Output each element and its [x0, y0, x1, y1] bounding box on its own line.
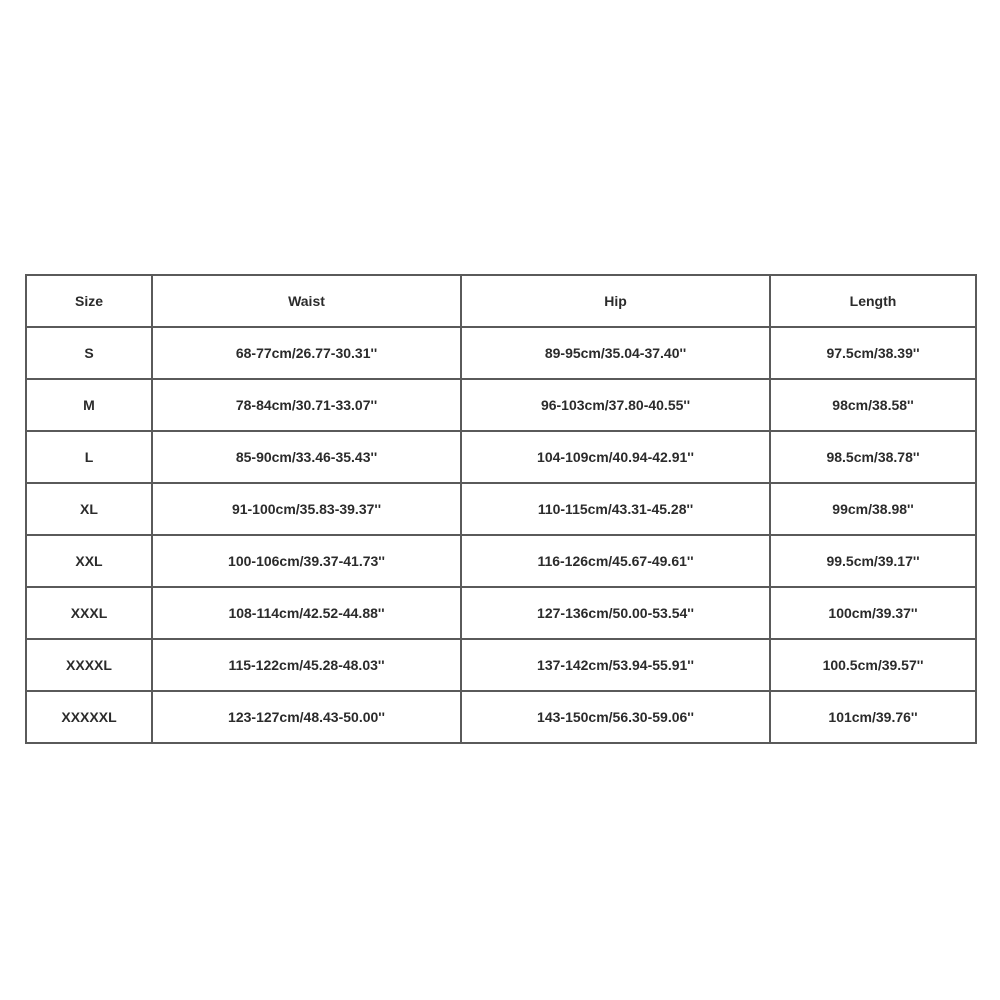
cell-length: 97.5cm/38.39'' [770, 327, 976, 379]
cell-length: 100cm/39.37'' [770, 587, 976, 639]
cell-size: XL [26, 483, 152, 535]
cell-size: M [26, 379, 152, 431]
cell-hip: 89-95cm/35.04-37.40'' [461, 327, 770, 379]
table-row [26, 431, 976, 483]
table-row [26, 379, 976, 431]
header-waist: Waist [152, 275, 461, 327]
cell-size: L [26, 431, 152, 483]
header-length: Length [770, 275, 976, 327]
table-row [26, 691, 976, 743]
cell-hip: 127-136cm/50.00-53.54'' [461, 587, 770, 639]
header-hip: Hip [461, 275, 770, 327]
table-row [26, 483, 976, 535]
table-row [26, 327, 976, 379]
cell-length: 98cm/38.58'' [770, 379, 976, 431]
cell-size: XXXXXL [26, 691, 152, 743]
header-size: Size [26, 275, 152, 327]
table-row [26, 587, 976, 639]
cell-hip: 116-126cm/45.67-49.61'' [461, 535, 770, 587]
cell-waist: 100-106cm/39.37-41.73'' [152, 535, 461, 587]
cell-size: XXL [26, 535, 152, 587]
cell-waist: 108-114cm/42.52-44.88'' [152, 587, 461, 639]
header-row [26, 275, 976, 327]
cell-length: 99.5cm/39.17'' [770, 535, 976, 587]
cell-waist: 91-100cm/35.83-39.37'' [152, 483, 461, 535]
cell-length: 100.5cm/39.57'' [770, 639, 976, 691]
cell-size: S [26, 327, 152, 379]
cell-length: 99cm/38.98'' [770, 483, 976, 535]
cell-waist: 85-90cm/33.46-35.43'' [152, 431, 461, 483]
size-chart-table [25, 274, 977, 744]
cell-waist: 78-84cm/30.71-33.07'' [152, 379, 461, 431]
cell-size: XXXXL [26, 639, 152, 691]
cell-hip: 143-150cm/56.30-59.06'' [461, 691, 770, 743]
cell-size: XXXL [26, 587, 152, 639]
cell-waist: 123-127cm/48.43-50.00'' [152, 691, 461, 743]
cell-length: 98.5cm/38.78'' [770, 431, 976, 483]
cell-hip: 110-115cm/43.31-45.28'' [461, 483, 770, 535]
table-row [26, 535, 976, 587]
cell-hip: 96-103cm/37.80-40.55'' [461, 379, 770, 431]
cell-length: 101cm/39.76'' [770, 691, 976, 743]
cell-waist: 115-122cm/45.28-48.03'' [152, 639, 461, 691]
table-row [26, 639, 976, 691]
cell-hip: 104-109cm/40.94-42.91'' [461, 431, 770, 483]
cell-waist: 68-77cm/26.77-30.31'' [152, 327, 461, 379]
cell-hip: 137-142cm/53.94-55.91'' [461, 639, 770, 691]
